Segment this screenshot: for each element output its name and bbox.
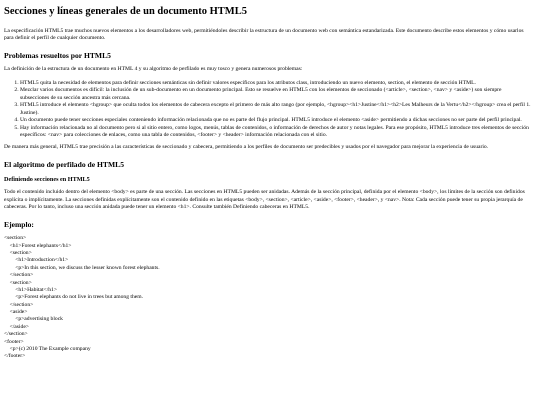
code-line: <section> [4, 279, 32, 286]
code-line: <h1>Habitat</h1> [4, 286, 58, 293]
algorithm-heading: El algoritmo de perfilado de HTML5 [4, 159, 125, 169]
list-item: 5. Hay información relacionada no al documento pero si al sitio entero, como logos, menús, tablas de contenidos, o información de derechos de autor y notas legales. Para ese propósito, HTML5 introduce tres elementos de sección específicos: <nav> para colecciones de enlaces, como una tabla de contenidos, <footer> y <header> información relacionada con el sitio. [20, 125, 532, 140]
code-block [4, 235, 532, 360]
code-line: <section> [4, 235, 27, 242]
problems-closing: De manera más general, HTML5 trae precisión a las características de seccionado y cabecera, permitiendo a los perfiles de documento ser predecibles y usados por el navegador para mejorar la experiencia de usuario. [4, 143, 489, 150]
code-line: <p>Forest elephants do not live in trees but among them. [4, 294, 143, 301]
problems-lead: La definición de la estructura de un documento en HTML 4 y su algoritmo de perfilado es muy tosco y genera numerosos problemas: [4, 66, 303, 73]
code-line: <h1>Introduction</h1> [4, 257, 69, 264]
code-line: <aside> [4, 309, 28, 316]
algorithm-subheading: Definiendo secciones en HTML5 [4, 176, 90, 183]
code-line: </footer> [4, 353, 26, 360]
code-line: <footer> [4, 338, 24, 345]
example-heading: Ejemplo: [4, 220, 34, 230]
code-line: </section> [4, 272, 34, 279]
list-item: 3. HTML5 introduce el elemento <hgroup> que oculta todos los elementos de cabecera excepto el primero de más alto rango (por ejemplo, <hgroup><h1>Justine</h1><h2>Les Malheurs de la Vertu</h2></hgroup> crea el perfil 1. Justine). [20, 102, 532, 117]
problems-heading: Problemas resueltos por HTML5 [4, 51, 111, 61]
list-item: 1. HTML5 quita la necesidad de elementos para definir secciones semánticas sin definir valores específicos para los atributos class, introduciendo un nuevo elemento, section, el elemento de sección HTML. [20, 80, 532, 87]
page-title: Secciones y líneas generales de un documento HTML5 [4, 6, 247, 17]
code-line: <p>advertising block [4, 316, 63, 323]
problems-list [4, 80, 532, 140]
code-line: <p>(c) 2010 The Example company [4, 345, 91, 352]
list-item: 4. Un documento puede tener secciones especiales conteniendo información relacionada que no es parte del flujo principal. HTML5 introduce el elemento <aside> permitiendo a dichas secciones no ser parte del perfil principal. [20, 117, 532, 124]
intro-paragraph: La especificación HTML5 trae muchos nuevos elementos a los desarrolladores web, permitiéndoles describir la estructura de un documento web con semántica estandarizada. Este documento describe estos elementos y cómo usarlos para definir el perfil de cualquier documento. [4, 27, 524, 41]
code-line: </section> [4, 331, 28, 338]
list-item: 2. Mezclar varios documentos es difícil: la inclusión de un sub-documento en un documento principal. Esto se resuelve en HTML5 con los elementos de seccionado (<article>, <section>, <nav> y <aside>) son siempre subsecciones de su sección ancestra más cercana. [20, 87, 532, 102]
code-line: </aside> [4, 323, 29, 330]
algorithm-body: Todo el contenido incluido dentro del elemento <body> es parte de una sección. Las secciones en HTML5 pueden ser anidadas. Además de la sección principal, definida por el elemento <body>, los límites de la sección son definidos explícita o implícitamente. La secciones definidas explícitamente son el contenido definido en las etiquetas <body>, <section>, <article>, <aside>, <footer>, <header>, y <nav>. Nota: Cada sección puede tener su propia jerarquía de cabeceras. Por lo tanto, incluso una sección anidada puede tener un elemento <h1>. Consulte también Definiendo cabeceras en HTML5. [4, 189, 525, 210]
code-line: <h1>Forest elephants</h1> [4, 242, 72, 249]
code-line: <p>In this section, we discuss the lesser known forest elephants. [4, 264, 160, 271]
code-line: <section> [4, 250, 32, 257]
code-example [4, 235, 532, 360]
code-line: </section> [4, 301, 34, 308]
